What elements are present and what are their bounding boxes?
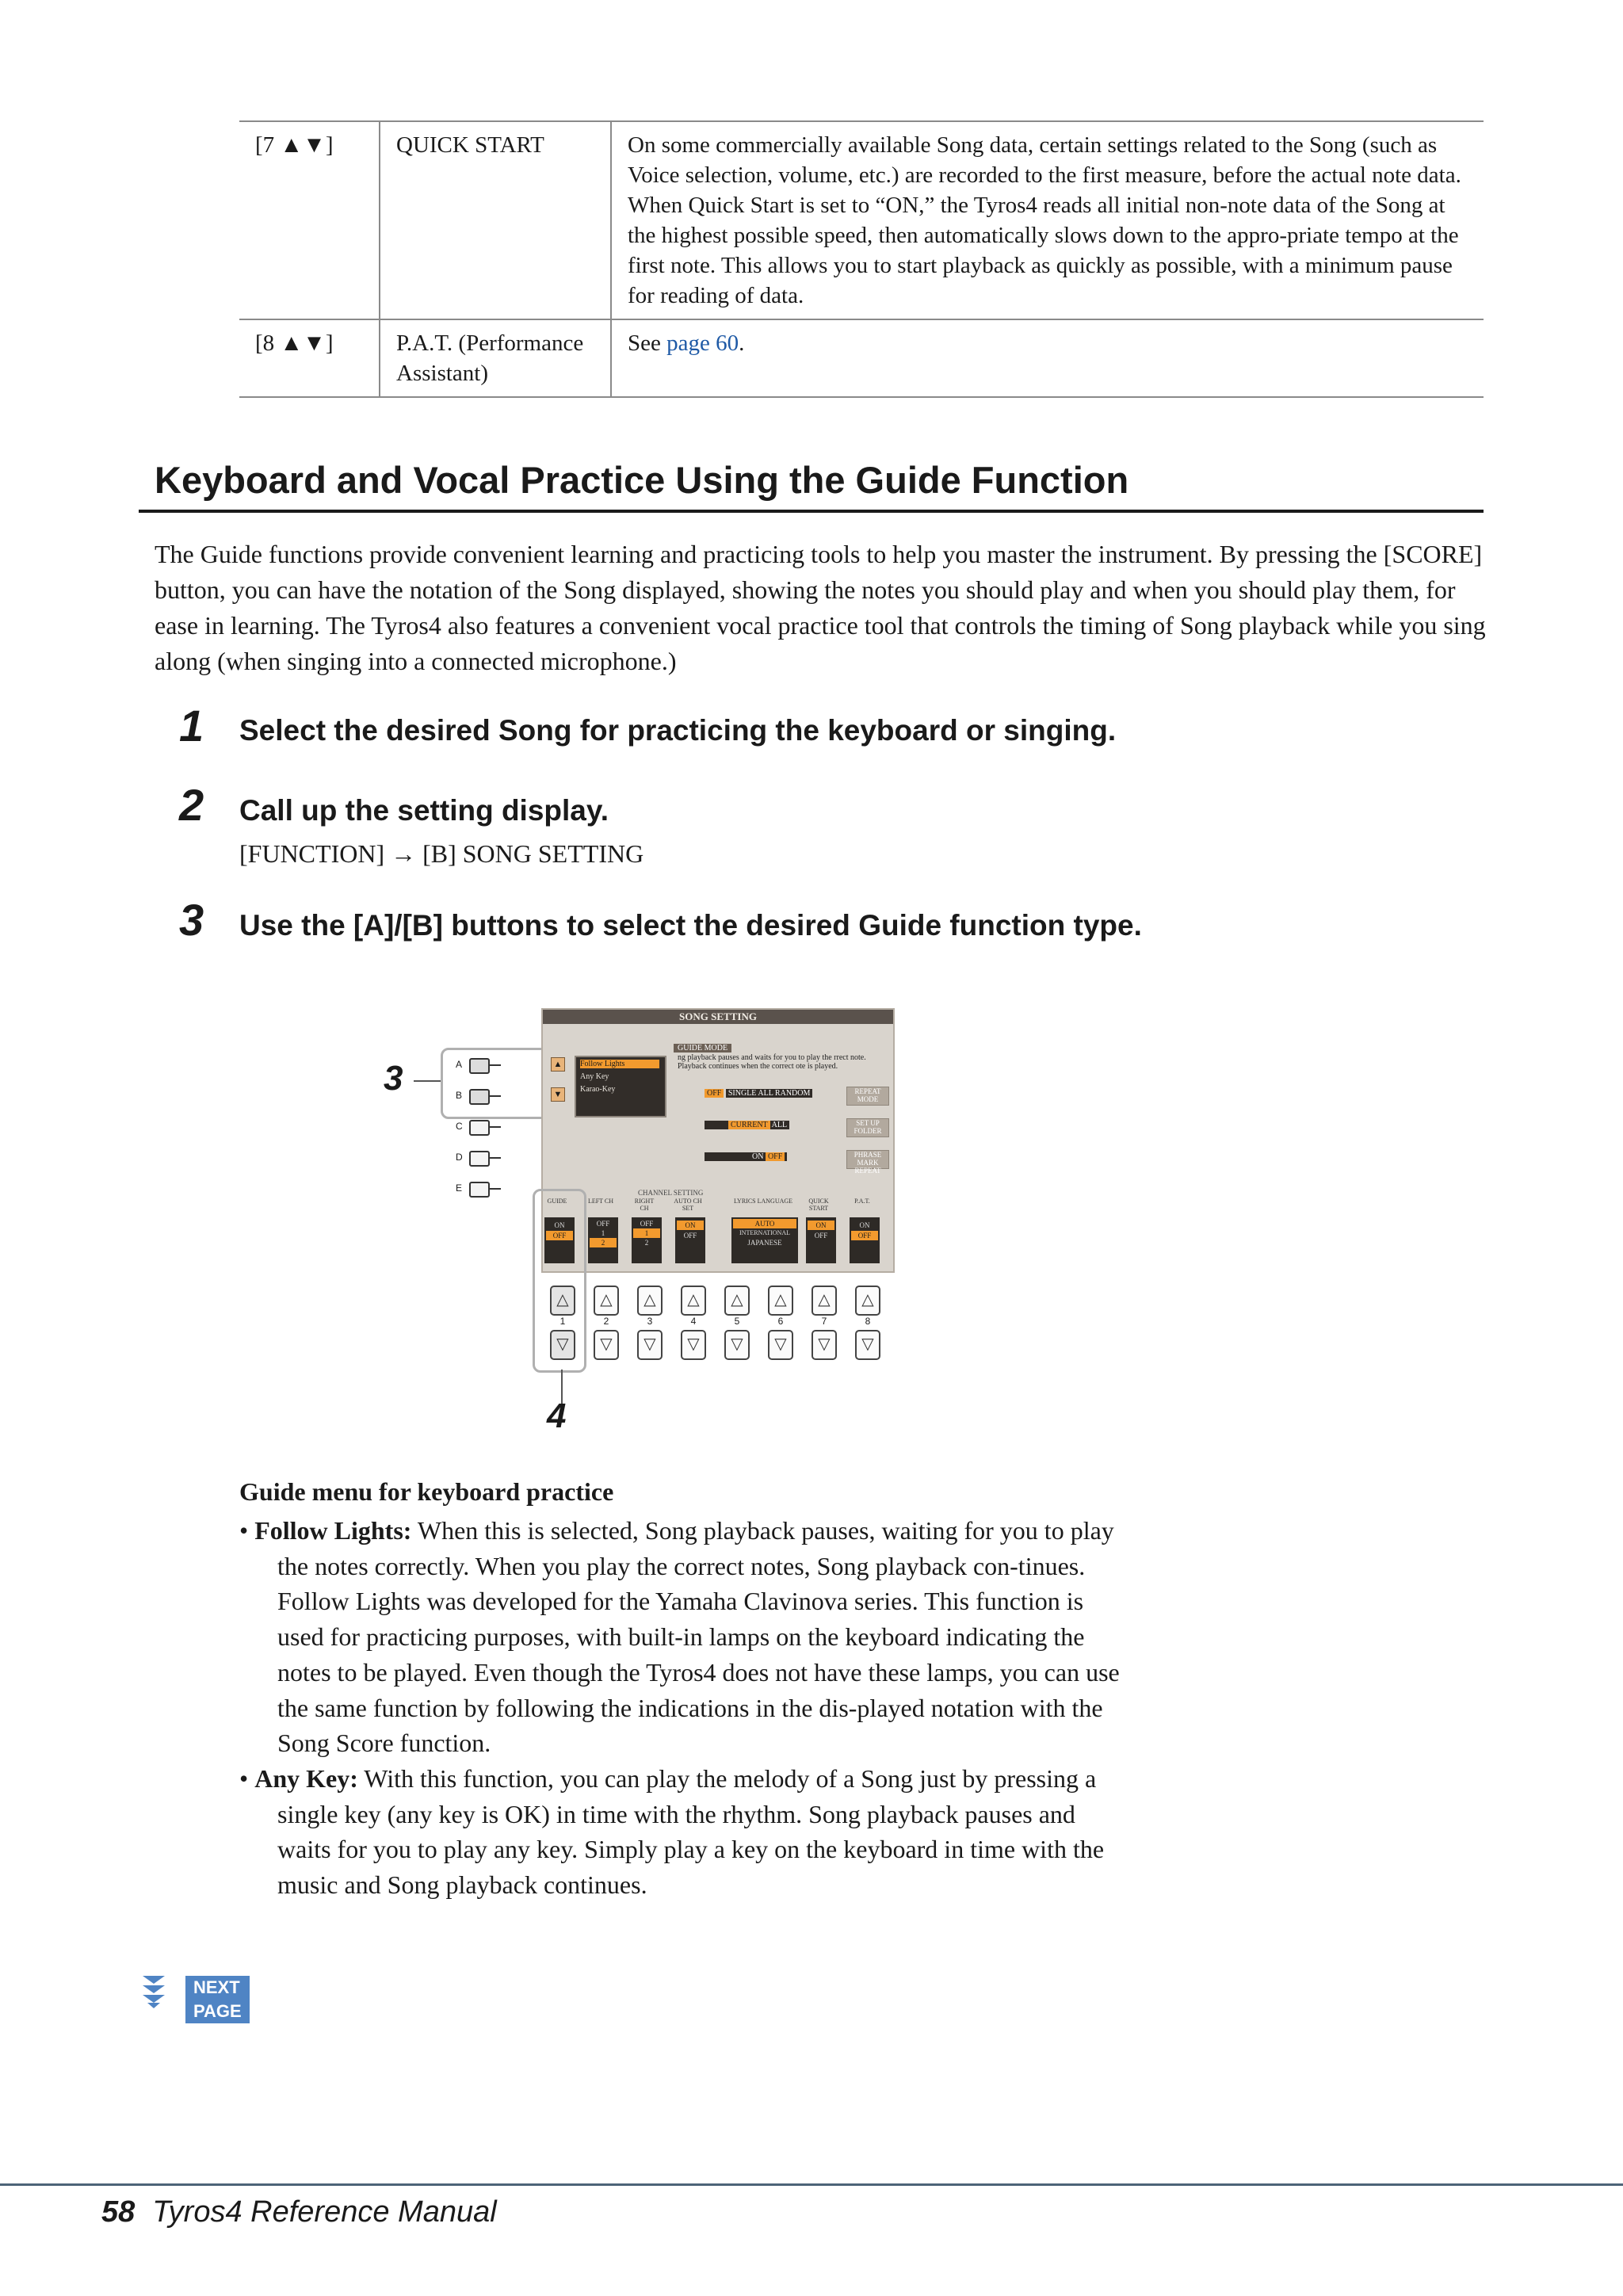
callout-4: 4: [547, 1396, 567, 1435]
column-right-ch: RIGHT CH: [634, 1198, 655, 1212]
left-ch-value[interactable]: OFF 1 2: [588, 1217, 618, 1263]
column-guide: GUIDE: [547, 1198, 567, 1205]
callout-line: [414, 1080, 441, 1082]
folder-row: [705, 1121, 789, 1129]
column-left-ch: LEFT CH: [587, 1198, 614, 1205]
list-item: • Follow Lights: When this is selected, Song playback pauses, waiting for you to play the notes correctly. When you play the correct notes, Song playback con-tinues. Follow Lights was developed for the Yamaha Clavinova series. This function is used for practicing purposes, with built-in lamps on the keyboard indicating the notes to be played. Even though the Tyros4 does not have these lamps, you can use the same function by following the indications in the dis-played notation with the Song Score function.: [239, 1516, 1120, 1758]
button-7-up[interactable]: △: [812, 1286, 837, 1316]
repeat-row: [705, 1089, 812, 1098]
next-page-marker[interactable]: [141, 1974, 242, 2021]
button-1-down[interactable]: ▽: [550, 1330, 575, 1360]
description-prefix: See: [628, 330, 667, 356]
button-8-down[interactable]: ▽: [855, 1330, 880, 1360]
repeat-options: SINGLE ALL RANDOM: [726, 1089, 813, 1098]
intro-paragraph: The Guide functions provide convenient learning and practicing tools to help you master the instrument. By pressing the [SCORE] button, you can have the notation of the Song displayed, showing the notes you should play and when you should play them, for ease in learning. The Tyros4 also features a convenient vocal practice tool that controls the timing of Song playback while you sing along (when singing into a connected microphone.): [155, 540, 1486, 675]
lcd-screen: [541, 1008, 895, 1273]
right-ch-value[interactable]: OFF 1 2: [632, 1217, 662, 1263]
list-term: Follow Lights:: [254, 1516, 412, 1545]
side-button-label: A: [456, 1059, 463, 1070]
button-number: 1: [559, 1316, 566, 1327]
list-text: When this is selected, Song playback pauses, waiting for you to play the notes correctly. When you play the correct notes, Song playback con-tinues. Follow Lights was developed for the Yamaha Clavinova series. This function is used for practicing purposes, with built-in lamps on the keyboard indicating the notes to be played. Even though the Tyros4 does not have these lamps, you can use the same function by following the indications in the dis-played notation with the Song Score function.: [277, 1516, 1120, 1758]
button-number: 6: [777, 1316, 784, 1327]
guide-type-list[interactable]: [575, 1056, 666, 1117]
next-page-label: NEXT PAGE: [185, 1976, 250, 2023]
button-number: 2: [603, 1316, 609, 1327]
up-arrow-icon: ▲: [551, 1057, 565, 1072]
guide-mode-label: GUIDE MODE: [674, 1044, 731, 1052]
screen-title: SONG SETTING: [543, 1010, 893, 1024]
parameter-table: [239, 120, 1484, 398]
button-5-down[interactable]: ▽: [724, 1330, 750, 1360]
button-d[interactable]: [469, 1151, 490, 1167]
button-cell: [8 ▲▼]: [239, 319, 380, 397]
guide-item-karao-key[interactable]: Karao-Key: [580, 1085, 616, 1094]
side-button-label: C: [456, 1121, 463, 1132]
step-title: Call up the setting display.: [239, 794, 609, 827]
button-4-up[interactable]: △: [681, 1286, 706, 1316]
setup-folder-button[interactable]: SET UP FOLDER: [846, 1118, 889, 1137]
down-arrow-icon: ▼: [551, 1087, 565, 1102]
button-number: 5: [734, 1316, 740, 1327]
phrase-off: OFF: [766, 1152, 785, 1161]
button-1-up[interactable]: △: [550, 1286, 575, 1316]
section-heading: Keyboard and Vocal Practice Using the Guide Function: [155, 459, 1129, 501]
current-value: CURRENT: [728, 1121, 770, 1129]
side-button-label: B: [456, 1090, 463, 1101]
phrase-mark-button[interactable]: PHRASE MARK REPEAT: [846, 1150, 889, 1169]
phrase-row: [705, 1152, 787, 1161]
button-e[interactable]: [469, 1182, 490, 1198]
button-2-down[interactable]: ▽: [594, 1330, 619, 1360]
button-4-down[interactable]: ▽: [681, 1330, 706, 1360]
table-row: [239, 121, 1484, 319]
step-title: Select the desired Song for practicing the keyboard or singing.: [239, 714, 1117, 747]
description-cell: On some commercially available Song data, certain settings related to the Song (such as Voice selection, volume, etc.) are recorded to the first measure, before the actual note data. When Quick Start is set to “ON,” the Tyros4 reads all initial non-note data of the Song at the highest possible speed, then automatically slows down to the appro-priate tempo at the first note. This allows you to start playback as quickly as possible, with a minimum pause for reading of data.: [611, 121, 1484, 319]
guide-menu-heading: Guide menu for keyboard practice: [239, 1477, 614, 1506]
guide-item-any-key[interactable]: Any Key: [580, 1072, 609, 1081]
button-3-up[interactable]: △: [637, 1286, 663, 1316]
column-auto-ch-set: AUTO CH SET: [674, 1198, 702, 1212]
lyrics-language-value[interactable]: AUTO INTERNATIONAL JAPANESE: [731, 1217, 798, 1263]
repeat-off: OFF: [705, 1089, 724, 1098]
manual-title: Tyros4 Reference Manual: [152, 2195, 497, 2229]
callout-3: 3: [384, 1059, 403, 1098]
step-number: 2: [179, 780, 204, 830]
description-suffix: .: [739, 330, 745, 356]
parameter-cell: P.A.T. (Performance Assistant): [380, 319, 611, 397]
table-row: [239, 319, 1484, 397]
page-number: 58: [101, 2195, 136, 2229]
list-item: • Any Key: With this function, you can play the melody of a Song just by pressing a single key (any key is OK) in time with the rhythm. Song playback pauses and waits for you to play any key. Simply play a key on the keyboard in time with the music and Song playback continues.: [239, 1763, 1105, 1900]
button-3-down[interactable]: ▽: [637, 1330, 663, 1360]
button-number: 4: [690, 1316, 697, 1327]
column-pat: P.A.T.: [854, 1198, 870, 1205]
button-8-up[interactable]: △: [855, 1286, 880, 1316]
button-6-up[interactable]: △: [768, 1286, 793, 1316]
side-button-label: E: [456, 1182, 463, 1194]
footer: [101, 2195, 497, 2229]
guide-mode-description: ng playback pauses and waits for you to play the rrect note. Playback continues when the correct ote is played.: [678, 1053, 866, 1071]
guide-item-follow-lights[interactable]: Follow Lights: [580, 1060, 659, 1068]
auto-ch-set-value[interactable]: ON OFF: [675, 1217, 705, 1263]
step-number: 3: [179, 895, 204, 945]
all-value: ALL: [771, 1121, 788, 1129]
guide-menu-list: [239, 1513, 1135, 1903]
step-title: Use the [A]/[B] buttons to select the desired Guide function type.: [239, 909, 1142, 942]
button-7-down[interactable]: ▽: [812, 1330, 837, 1360]
button-number: 8: [865, 1316, 871, 1327]
guide-value[interactable]: ON OFF: [544, 1217, 575, 1263]
button-number: 7: [821, 1316, 827, 1327]
description-cell: [611, 319, 1484, 397]
button-cell: [7 ▲▼]: [239, 121, 380, 319]
quick-start-value[interactable]: ON OFF: [806, 1217, 836, 1263]
column-lyrics-language: LYRICS LANGUAGE: [733, 1198, 793, 1205]
step-path: [FUNCTION] → [B] SONG SETTING: [239, 839, 644, 868]
side-button-label: D: [456, 1152, 463, 1163]
step-number: 1: [179, 701, 204, 751]
button-5-up[interactable]: △: [724, 1286, 750, 1316]
button-6-down[interactable]: ▽: [768, 1330, 793, 1360]
chevron-down-icon: [141, 1974, 185, 2009]
page-link[interactable]: page 60: [666, 330, 739, 356]
button-2-up[interactable]: △: [594, 1286, 619, 1316]
footer-rule: [0, 2183, 1623, 2186]
phrase-on: ON: [752, 1152, 764, 1161]
channel-setting-label: CHANNEL SETTING: [638, 1189, 704, 1197]
heading-rule: [139, 510, 1484, 513]
column-quick-start: QUICK START: [808, 1198, 829, 1212]
parameter-cell: QUICK START: [380, 121, 611, 319]
list-text: With this function, you can play the melody of a Song just by pressing a single key (any key is OK) in time with the rhythm. Song playback pauses and waits for you to play any key. Simply play a key on the keyboard in time with the music and Song playback continues.: [277, 1763, 1105, 1900]
pat-value[interactable]: ON OFF: [850, 1217, 880, 1263]
list-term: Any Key:: [254, 1763, 358, 1793]
button-number: 3: [647, 1316, 653, 1327]
repeat-mode-button[interactable]: REPEAT MODE: [846, 1087, 889, 1106]
button-c[interactable]: [469, 1120, 490, 1136]
